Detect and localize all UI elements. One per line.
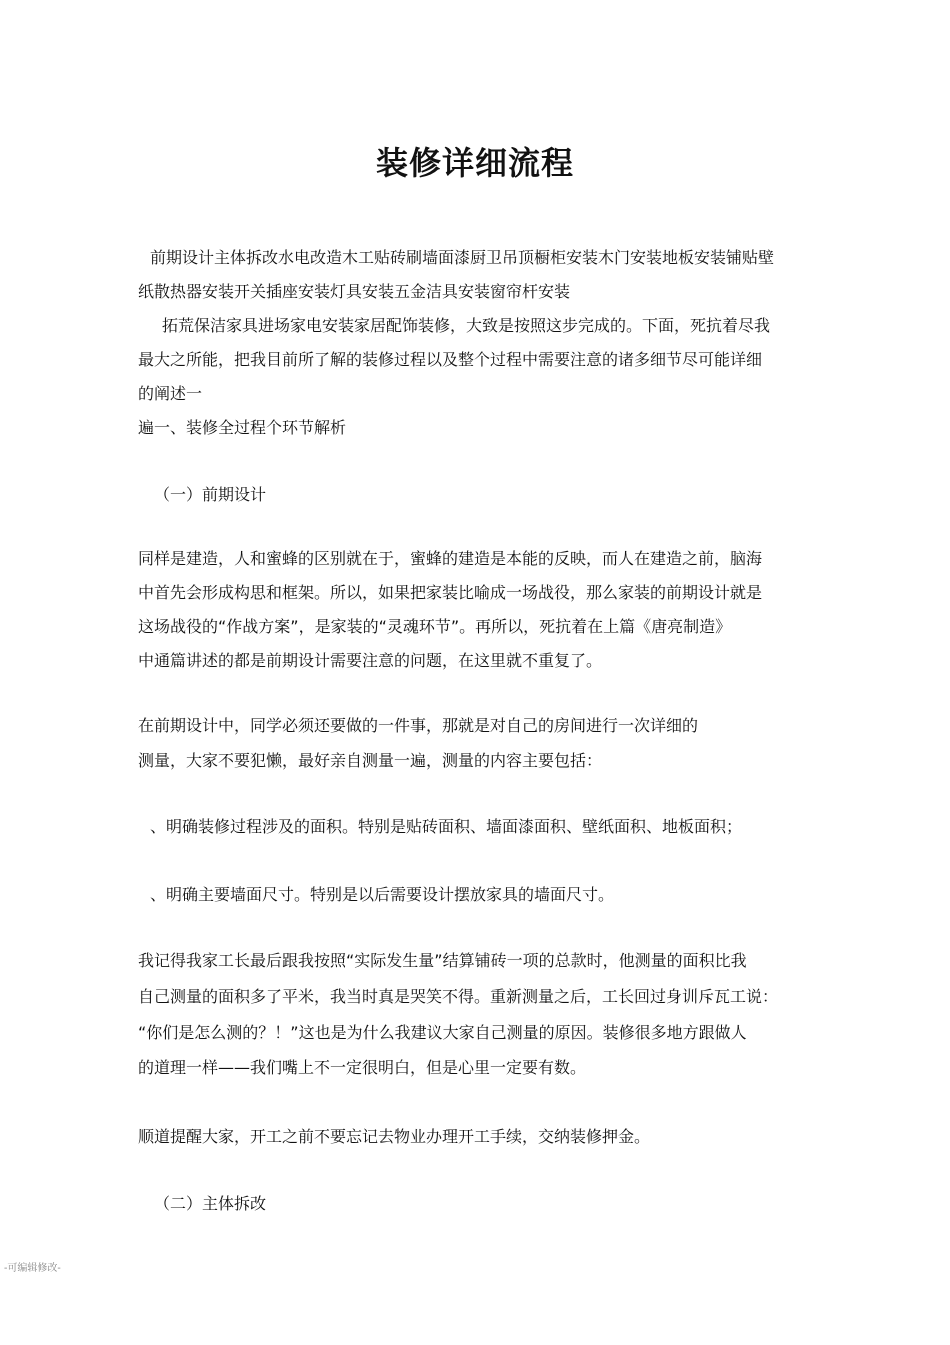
paragraph-line: 中通篇讲述的都是前期设计需要注意的问题，在这里就不重复了。 [138,651,603,670]
page-title: 装修详细流程 [375,144,574,182]
paragraph-line: 在前期设计中，同学必须还要做的一件事，那就是对自己的房间进行一次详细的 [138,716,699,735]
list-item: 、明确主要墙面尺寸。特别是以后需要设计摆放家具的墙面尺寸。 [150,885,615,904]
paragraph-line: 测量，大家不要犯懒，最好亲自测量一遍，测量的内容主要包括： [138,751,603,770]
intro-line: 拓荒保洁家具进场家电安装家居配饰装修，大致是按照这步完成的。下面，死抗着尽我 [162,316,771,335]
intro-line: 前期设计主体拆改水电改造木工贴砖刷墙面漆厨卫吊顶橱柜安装木门安装地板安装铺贴壁 [150,248,775,267]
intro-line: 最大之所能，把我目前所了解的装修过程以及整个过程中需要注意的诸多细节尽可能详细 [138,350,763,369]
list-item: 、明确装修过程涉及的面积。特别是贴砖面积、墙面漆面积、壁纸面积、地板面积； [150,817,743,836]
subsection-heading: （一）前期设计 [154,485,267,504]
subsection-heading: （二）主体拆改 [154,1194,267,1213]
section-heading: 遍一、装修全过程个环节解析 [138,418,347,437]
paragraph-line: 同样是建造，人和蜜蜂的区别就在于，蜜蜂的建造是本能的反映，而人在建造之前，脑海 [138,549,763,568]
paragraph-line: 的道理一样——我们嘴上不一定很明白，但是心里一定要有数。 [138,1058,587,1077]
paragraph-line: 顺道提醒大家，开工之前不要忘记去物业办理开工手续，交纳装修押金。 [138,1127,651,1146]
paragraph-line: 自己测量的面积多了平米，我当时真是哭笑不得。重新测量之后，工长回过身训斥瓦工说： [138,987,779,1006]
intro-line: 的阐述一 [138,384,203,403]
paragraph-line: 中首先会形成构思和框架。所以，如果把家装比喻成一场战役，那么家装的前期设计就是 [138,583,763,602]
paragraph-line: 这场战役的“作战方案”，是家装的“灵魂环节”。再所以，死抗着在上篇《唐亮制造》 [138,617,732,636]
footer-note: -可编辑修改- [4,1263,61,1274]
paragraph-line: 我记得我家工长最后跟我按照“实际发生量”结算铺砖一项的总款时，他测量的面积比我 [138,951,747,970]
intro-line: 纸散热器安装开关插座安装灯具安装五金洁具安装窗帘杆安装 [138,282,571,301]
paragraph-line: “你们是怎么测的？！”这也是为什么我建议大家自己测量的原因。装修很多地方跟做人 [138,1023,747,1042]
